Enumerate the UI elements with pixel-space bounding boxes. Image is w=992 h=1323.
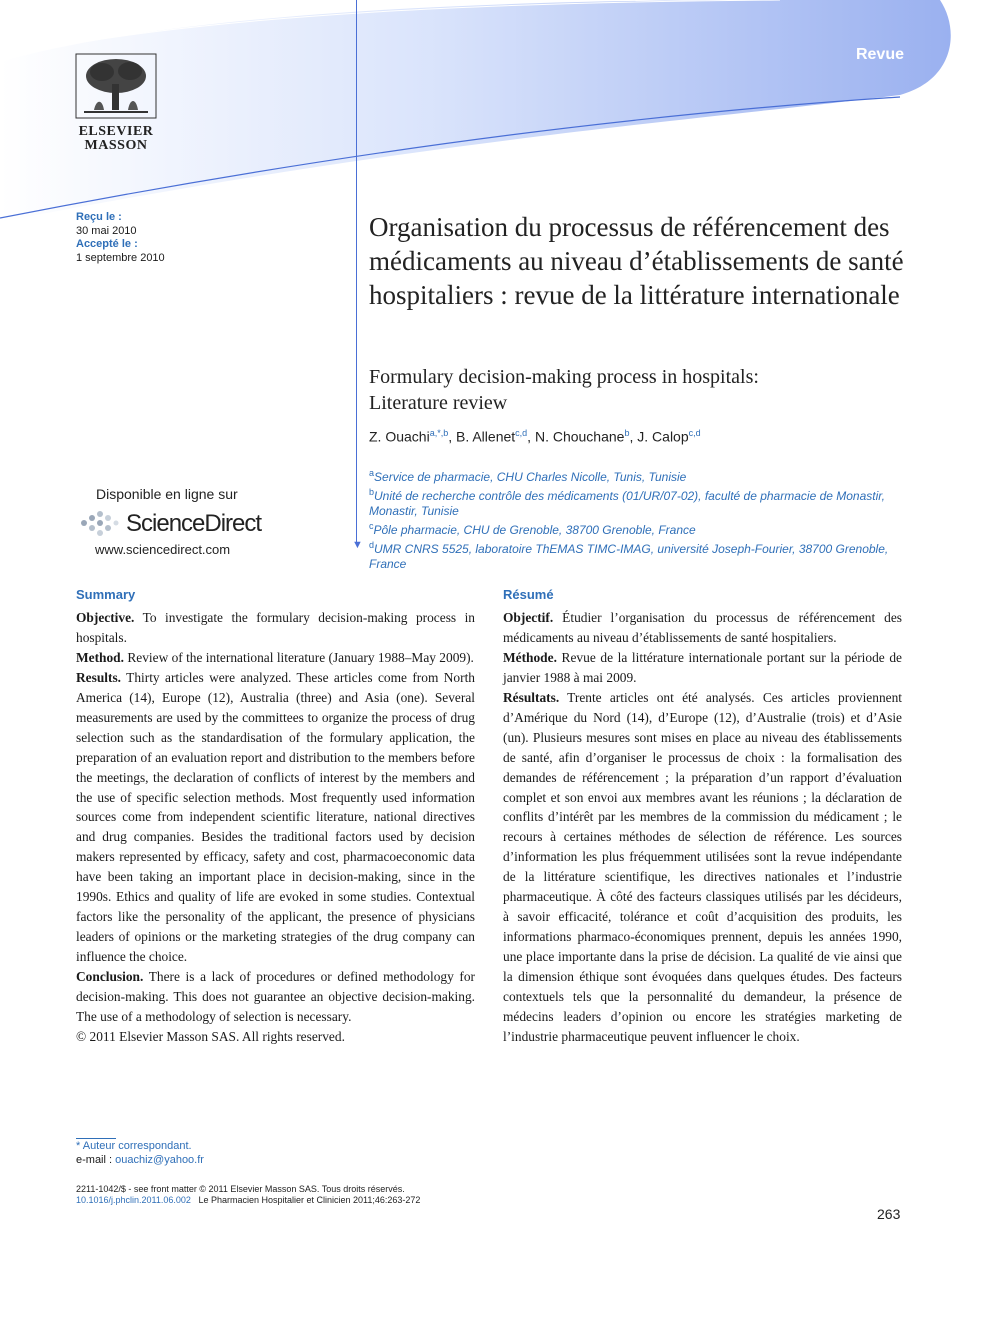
summary-conclusion (76, 967, 475, 1027)
doi-journal-line (76, 1195, 420, 1206)
affiliation-marker: d (369, 540, 375, 550)
affiliation-item (369, 519, 914, 538)
affiliation-marker: c (369, 521, 374, 531)
results-label: Results. (76, 669, 122, 685)
resume-methode (503, 648, 902, 688)
corresponding-label: * Auteur correspondant. (76, 1140, 192, 1152)
article-title: Organisation du processus de référencement des médicaments au niveau d’établissements de santé hospitaliers : revue de la littérature internationale (369, 212, 904, 310)
vertical-divider (356, 0, 357, 545)
resume-resultats (503, 688, 902, 1047)
summary-results (76, 668, 475, 967)
objectif-label: Objectif. (503, 609, 554, 625)
page-number: 263 (877, 1206, 901, 1222)
available-online-text: Disponible en ligne sur (96, 486, 238, 502)
method-label: Method. (76, 649, 124, 665)
journal-citation: Le Pharmacien Hospitalier et Clinicien 2011;46:263-272 (198, 1195, 421, 1205)
objectif-text: Étudier l’organisation du processus de référencement des médicaments au niveau d’établissements de santé hospitaliers. (503, 609, 902, 645)
affiliation-marker: b (369, 487, 375, 497)
objective-text: To investigate the formulary decision-making process in hospitals. (76, 609, 475, 645)
resultats-text: Trente articles ont été analysés. Ces articles proviennent d’Amérique du Nord (14), d’Europe (12), d’Australie (trois) et d’Asie (un). Plusieurs mesures sont mises en place au niveau des établissements de santé, afin d’organiser le processus de choix : la formalisation des demandes de référencement ; la préparation d’un rapport d’évaluation complet et son envoi aux membres avant les réunions ; la déclaration de conflits d’intérêt par les membres de la commission du médicament ; le recours à certaines méthodes de sélection de référence. Les sources d’information les plus fréquemment utilisées sont la revue indépendante de la littérature scientifique, les directives nationales et l’industrie pharmaceutique. À côté des facteurs classiques utilisés par les décideurs, à savoir efficacité, tolérance et coût d’acquisition des produits, les informations pharmaco-économiques prennent, depuis les années 1990, une place importante dans la prise de décision. La qualité de vie ainsi que la dimension éthique sont évoquées dans quelques études. Des facteurs contextuels tels que la personnalité du demandeur, la présence de médecins leaders d’opinion ou encore les stratégies marketing de l’industrie pharmaceutique peuvent influencer le choix. (503, 689, 902, 1044)
author-name: Z. Ouachi (369, 428, 430, 445)
objective-label: Objective. (76, 609, 135, 625)
affiliation-list (369, 466, 914, 572)
affiliation-text: Pôle pharmacie, CHU de Grenoble, 38700 Grenoble, France (373, 523, 696, 537)
summary-objective (76, 608, 475, 648)
section-label: Revue (855, 46, 904, 63)
author-name: B. Allenet (456, 428, 516, 445)
sciencedirect-dots-icon (78, 509, 120, 539)
publication-info (76, 1184, 420, 1206)
article-dates (76, 211, 165, 265)
affiliation-text: Service de pharmacie, CHU Charles Nicolle, Tunis, Tunisie (374, 470, 687, 484)
author-name: J. Calop (637, 428, 689, 445)
corresponding-author-footnote (76, 1138, 204, 1167)
tree-emblem-icon (74, 52, 158, 120)
subtitle-line-2: Literature review (369, 392, 508, 414)
methode-text: Revue de la littérature internationale portant sur la période de janvier 1988 à mai 2009. (503, 649, 902, 685)
publisher-name-line1: ELSEVIER (78, 124, 154, 139)
email-link[interactable]: ouachiz@yahoo.fr (115, 1154, 204, 1166)
author-affiliation-marker[interactable]: a,*,b (429, 428, 449, 438)
conclusion-label: Conclusion. (76, 969, 144, 985)
email-line (76, 1153, 204, 1167)
email-label: e-mail : (76, 1154, 116, 1166)
resultats-label: Résultats. (503, 689, 560, 705)
publisher-name-line2: MASSON (84, 138, 148, 153)
publisher-logo (74, 52, 158, 153)
author-separator: , (448, 428, 456, 445)
author-separator: , (629, 428, 638, 445)
article-subtitle (369, 364, 909, 416)
resume-column (503, 585, 902, 1047)
affiliation-item (369, 538, 914, 572)
methode-label: Méthode. (503, 649, 557, 665)
affiliation-item (369, 466, 914, 485)
copyright: © 2011 Elsevier Masson SAS. All rights reserved. (76, 1028, 345, 1044)
author-affiliation-marker[interactable]: c,d (688, 428, 701, 438)
summary-column (76, 585, 475, 1047)
front-matter-line: 2211-1042/$ - see front matter © 2011 Elsevier Masson SAS. Tous droits réservés. (76, 1184, 405, 1194)
conclusion-text: There is a lack of procedures or defined methodology for decision-making. This does not guarantee an objective decision-making. The use of a methodology of selection is necessary. (76, 969, 475, 1025)
subtitle-line-1: Formulary decision-making process in hospitals: (369, 366, 759, 388)
resume-objectif (503, 608, 902, 648)
results-text: Thirty articles were analyzed. These articles come from North America (14), Europe (12), Australia (three) and Asia (one). Several measurements are used by the committees to organize the process of drug selection such as the standardisation of the formulary application, the preparation of an evaluation report and distribution to the members before the meetings, the declaration of conflicts of interest by the members and the use of specific selection methods. Most frequently used information sources come from independent scientific literature, national directives and drug companies. Besides the traditional factors used by decision makers represented by efficacy, safety and cost, pharmacoeconomic data have been taking an important place in decision-making, since in the 1990s. Ethics and quality of life are evoked in some studies. Contextual factors like the personality of the applicant, the presence of physicians leaders of opinions or the marketing strategies of the drug company can influence the choice. (76, 669, 475, 965)
affiliation-text: Unité de recherche contrôle des médicaments (01/UR/07-02), faculté de pharmacie de Monastir, Monastir, Tunisie (369, 489, 885, 518)
author-affiliation-marker[interactable]: c,d (515, 428, 528, 438)
author-separator: , (527, 428, 535, 445)
sciencedirect-logo[interactable] (78, 508, 261, 540)
affiliation-text: UMR CNRS 5525, laboratoire ThEMAS TIMC-IMAG, université Joseph-Fourier, 38700 Grenoble, France (369, 542, 889, 571)
accepted-date: 1 septembre 2010 (76, 251, 165, 264)
affiliation-item (369, 485, 914, 519)
author-affiliation-marker[interactable]: b (624, 428, 630, 438)
down-arrow-icon: ▼ (352, 539, 363, 551)
method-text: Review of the international literature (January 1988–May 2009). (123, 649, 474, 665)
doi-link[interactable]: 10.1016/j.phclin.2011.06.002 (76, 1195, 191, 1205)
sciencedirect-brand: ScienceDirect (126, 510, 262, 537)
author-name: N. Chouchane (534, 428, 625, 445)
received-date: 30 mai 2010 (76, 224, 137, 237)
author-list (369, 428, 701, 445)
affiliation-marker: a (369, 468, 375, 478)
summary-heading: Summary (76, 587, 136, 602)
accepted-label: Accepté le : (76, 238, 138, 250)
resume-heading: Résumé (503, 587, 554, 602)
summary-method (76, 648, 475, 668)
sciencedirect-url[interactable]: www.sciencedirect.com (95, 542, 231, 557)
received-label: Reçu le : (76, 211, 122, 223)
